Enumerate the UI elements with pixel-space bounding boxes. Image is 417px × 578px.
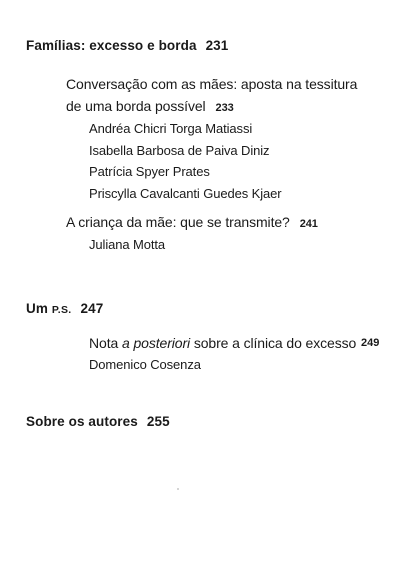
- chapter-page-number: 241: [299, 218, 318, 230]
- author-name: Juliana Motta: [89, 237, 166, 252]
- section-page-number: 255: [146, 414, 170, 429]
- section-title-text: Sobre os autores: [26, 414, 138, 429]
- chapter-title-text: A criança da mãe: que se transmite?: [66, 214, 290, 230]
- section-title: [26, 39, 228, 53]
- section-page-number: 247: [80, 301, 104, 316]
- chapter-title-before: Nota: [89, 335, 122, 351]
- chapter-title: [66, 77, 357, 91]
- chapter-title-line2: de uma borda possível: [66, 98, 206, 114]
- author-name: Domenico Cosenza: [89, 357, 201, 372]
- chapter-title-continued: [66, 99, 234, 114]
- author-name: Priscylla Cavalcanti Guedes Kjaer: [89, 186, 282, 201]
- chapter-title-line1: Conversação com as mães: aposta na tessitura: [66, 76, 358, 92]
- author-name: Patrícia Spyer Prates: [89, 164, 210, 179]
- chapter-title-italic: a posteriori: [121, 335, 191, 351]
- chapter-title: [66, 215, 318, 230]
- author-name: Andréa Chicri Torga Matiassi: [89, 121, 253, 136]
- section-title-text: Famílias: excesso e borda: [26, 38, 197, 53]
- section-title: [26, 415, 170, 429]
- section-title-text: Um: [26, 301, 48, 316]
- chapter-title: [89, 336, 356, 350]
- speck-mark: [177, 488, 179, 490]
- section-page-number: 231: [205, 38, 229, 53]
- chapter-page-number: 249: [361, 337, 380, 349]
- chapter-title-after: sobre a clínica do excesso: [190, 335, 357, 351]
- section-title: [26, 302, 103, 316]
- section-title-smallcaps: P.S.: [51, 304, 72, 316]
- chapter-page-number: 233: [215, 102, 234, 114]
- author-name: Isabella Barbosa de Paiva Diniz: [89, 143, 270, 158]
